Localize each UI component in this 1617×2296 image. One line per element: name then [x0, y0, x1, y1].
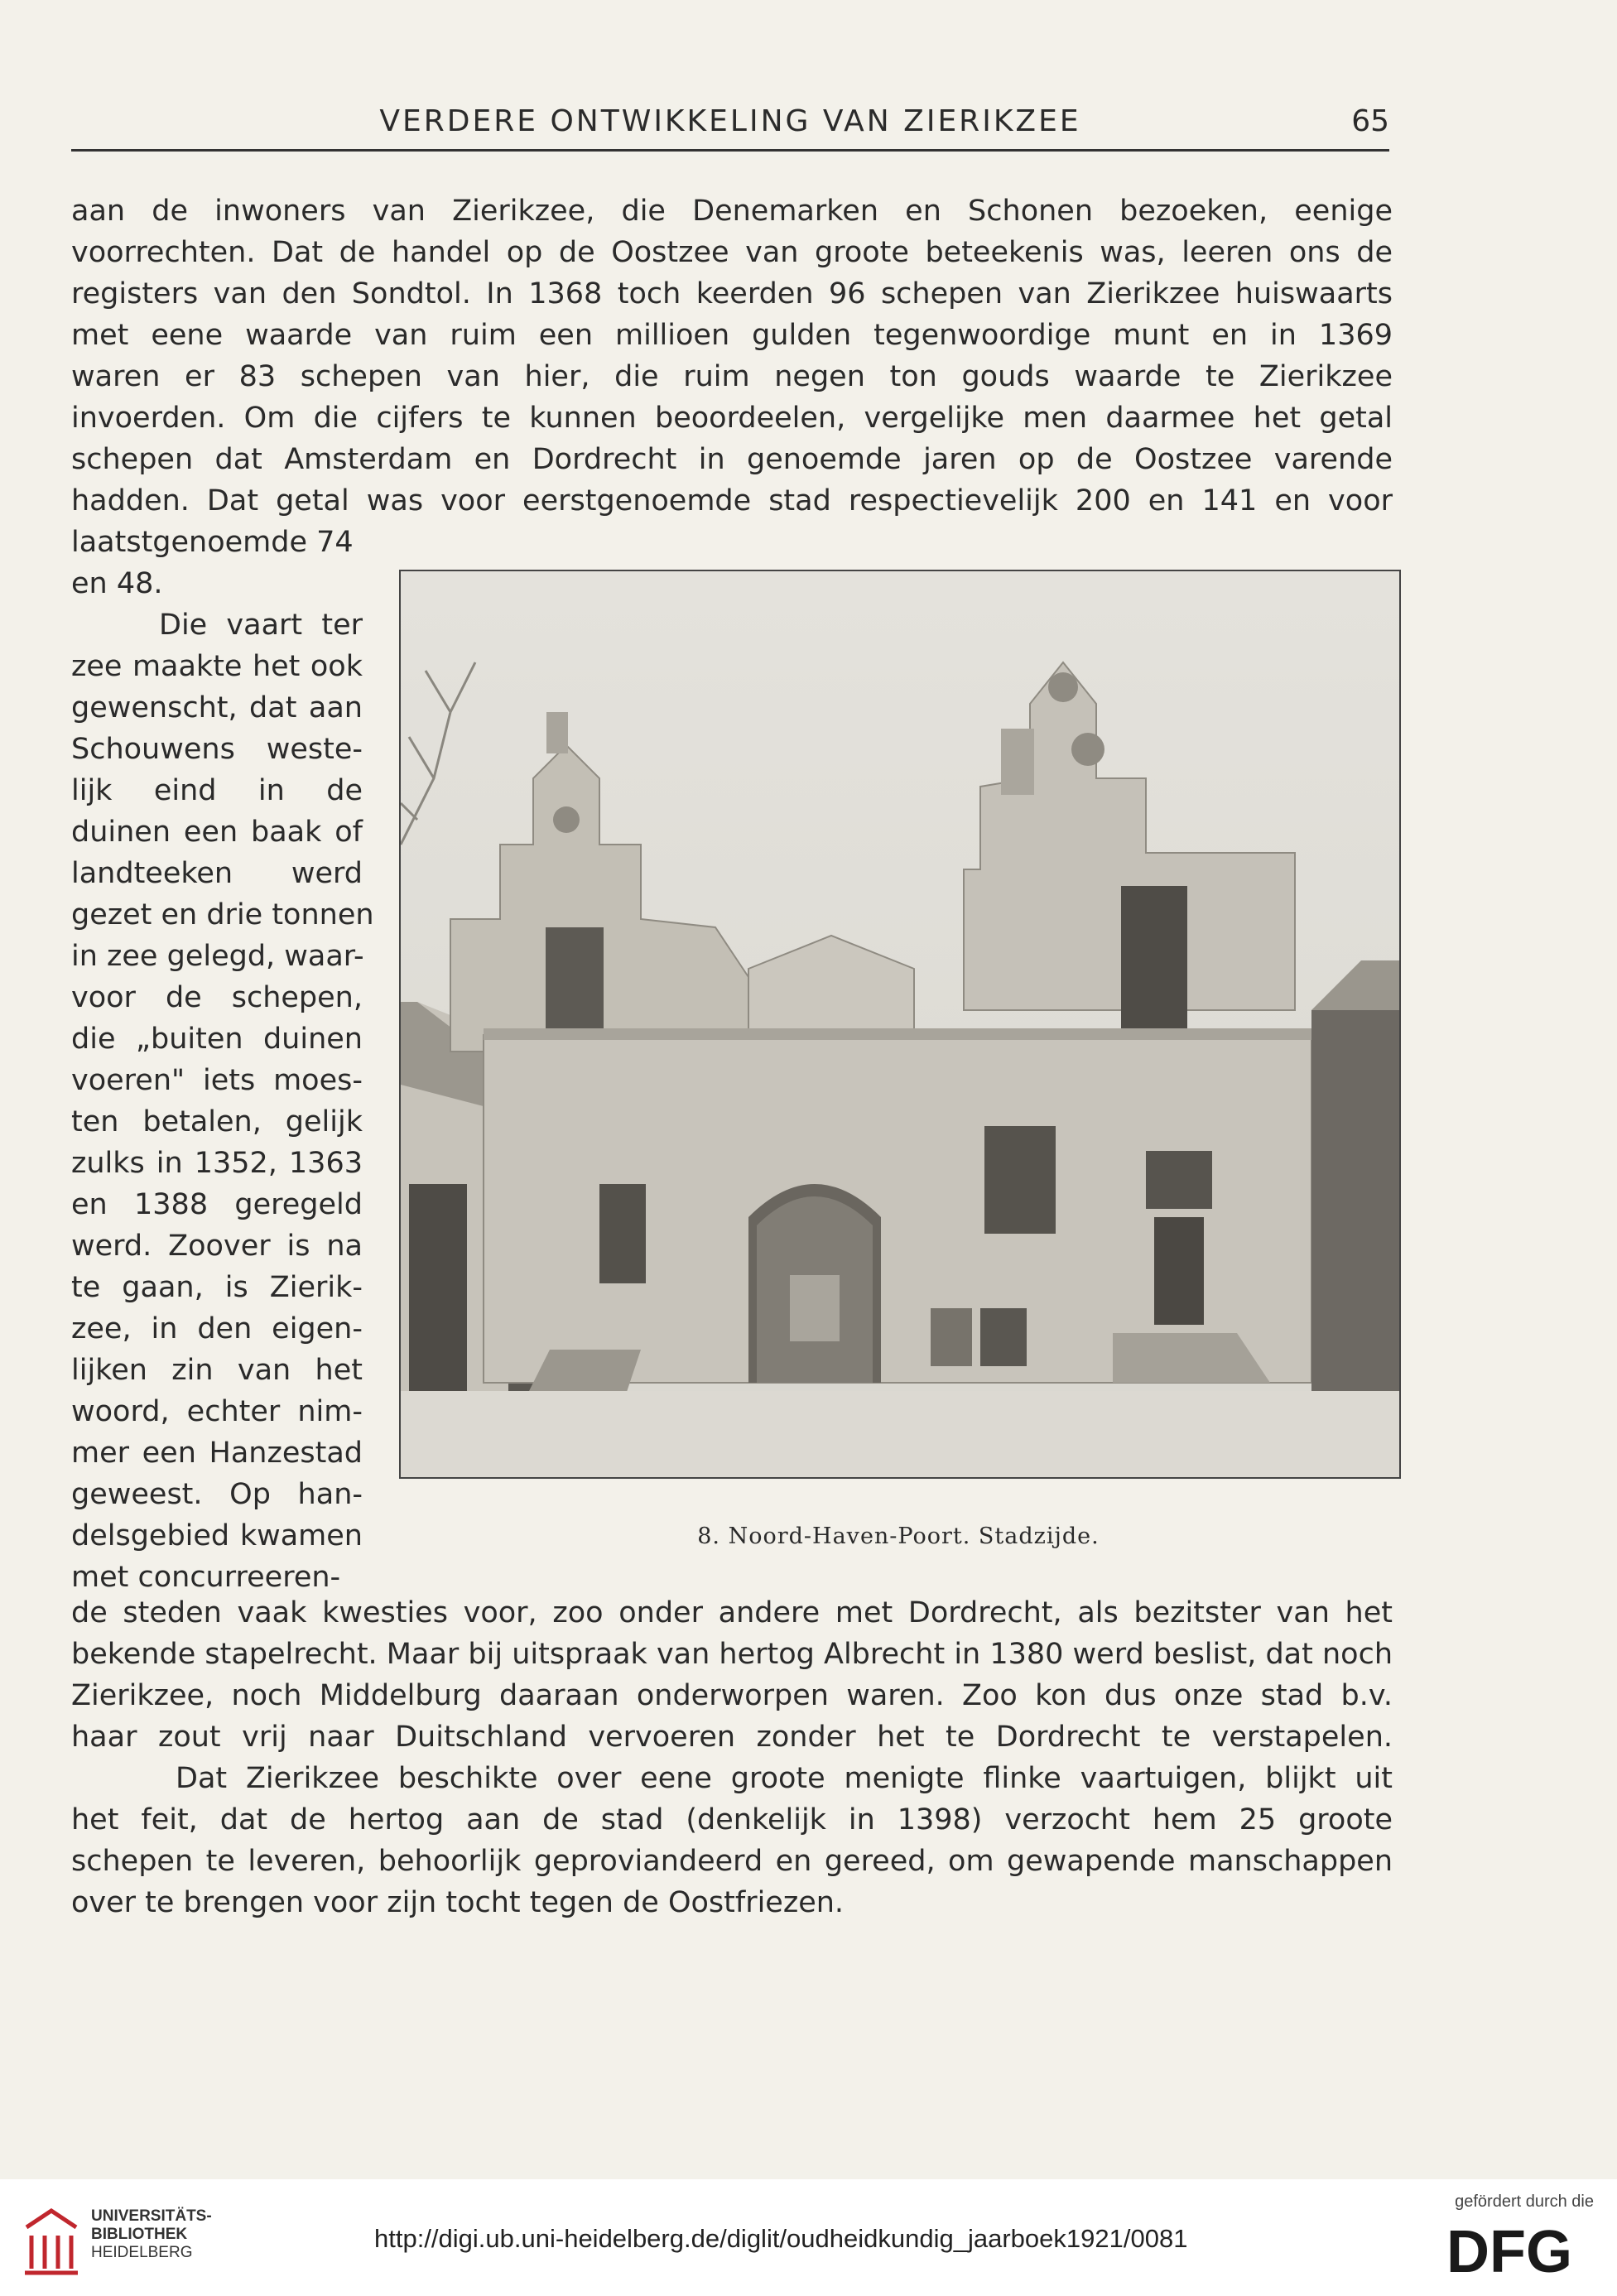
paragraph-bottom [71, 1592, 1393, 1923]
university-library-logo-icon [18, 2202, 84, 2277]
text-line: invoerden. Om die cijfers te kunnen beoordeelen, vergelijke men daarmee het getal [71, 402, 1393, 435]
text-line: ten betalen, gelijk [71, 1105, 363, 1138]
text-line: Schouwens weste- [71, 733, 363, 766]
text-line: waren er 83 schepen van hier, die ruim negen ton gouds waarde te Zierikzee [71, 360, 1393, 393]
text-line: zulks in 1352, 1363 [71, 1147, 363, 1180]
text-line: met eene waarde van ruim een millioen gulden tegenwoordige munt en in 1369 [71, 319, 1393, 352]
text-line: bekende stapelrecht. Maar bij uitspraak van hertog Albrecht in 1380 werd beslist, dat noch [71, 1638, 1393, 1671]
digitization-footer [0, 2179, 1617, 2296]
text-line: de steden vaak kwesties voor, zoo onder andere met Dordrecht, als bezitster van het [71, 1596, 1393, 1629]
paragraph-top [71, 190, 1393, 522]
gate-building-illustration [401, 571, 1399, 1477]
figure-caption: 8. Noord-Haven-Poort. Stadzijde. [697, 1523, 1100, 1549]
text-line: voorrechten. Dat de handel op de Oostzee van groote beteekenis was, leeren ons de [71, 236, 1393, 269]
text-line: en 48. [71, 567, 163, 600]
text-line: registers van den Sondtol. In 1368 toch keerden 96 schepen van Zierikzee huiswaarts [71, 277, 1393, 310]
text-line: voor de schepen, [71, 981, 363, 1014]
text-line: zee, in den eigen- [71, 1312, 363, 1345]
text-line: haar zout vrij naar Duitschland vervoeren zonder het te Dordrecht te verstapelen. [71, 1721, 1393, 1754]
text-line: schepen te leveren, behoorlijk geproviandeerd en gereed, om gewapende manschappen [71, 1845, 1393, 1878]
text-line: schepen dat Amsterdam en Dordrecht in genoemde jaren op de Oostzee varende [71, 443, 1393, 476]
text-line: laatstgenoemde 74 [71, 526, 354, 559]
text-line: voeren" iets moes- [71, 1064, 363, 1097]
text-line: te gaan, is Zierik- [71, 1271, 363, 1304]
svg-text:DFG: DFG [1446, 2219, 1572, 2282]
text-line: gewenscht, dat aan [71, 691, 363, 724]
text-line: aan de inwoners van Zierikzee, die Denemarken en Schonen bezoeken, eenige [71, 195, 1393, 228]
text-line: woord, echter nim- [71, 1395, 363, 1428]
text-line: Zierikzee, noch Middelburg daaraan onderworpen waren. Zoo kon dus onze stad b.v. [71, 1679, 1393, 1712]
page-number: 65 [1351, 104, 1389, 138]
text-line: lijken zin van het [71, 1354, 363, 1387]
text-line: geweest. Op han- [71, 1478, 363, 1511]
text-line: zee maakte het ook [71, 650, 363, 683]
text-line: Die vaart ter [159, 609, 363, 642]
text-line: over te brengen voor zijn tocht tegen de Oostfriezen. [71, 1886, 845, 1919]
paragraph-left-column [71, 522, 374, 1598]
text-line: met concurreeren- [71, 1561, 341, 1594]
text-line: en 1388 geregeld [71, 1188, 363, 1221]
text-line: duinen een baak of [71, 816, 363, 849]
text-line: hadden. Dat getal was voor eerstgenoemde stad respectievelijk 200 en 141 en voor [71, 484, 1393, 517]
text-line: mer een Hanzestad [71, 1437, 363, 1470]
permalink-url[interactable]: http://digi.ub.uni-heidelberg.de/diglit/oudheidkundig_jaarboek1921/0081 [374, 2224, 1188, 2253]
text-line: in zee gelegd, waar- [71, 940, 364, 973]
text-line: Dat Zierikzee beschikte over eene groote menigte flinke vaartuigen, blijkt uit [176, 1762, 1393, 1795]
text-line: het feit, dat de hertog aan de stad (denkelijk in 1398) verzocht hem 25 groote [71, 1803, 1393, 1836]
text-line: gezet en drie tonnen [71, 898, 374, 931]
library-name: UNIVERSITÄTS- BIBLIOTHEK HEIDELBERG [91, 2207, 212, 2261]
header-rule [71, 149, 1389, 152]
text-line: werd. Zoover is na [71, 1230, 363, 1263]
text-line: die „buiten duinen [71, 1023, 363, 1056]
text-line: lijk eind in de [71, 774, 363, 807]
funding-note: gefördert durch die [1455, 2193, 1594, 2211]
running-title: VERDERE ONTWIKKELING VAN ZIERIKZEE [379, 104, 1081, 138]
text-line: landteeken werd [71, 857, 363, 890]
text-line: delsgebied kwamen [71, 1519, 363, 1552]
running-header [71, 99, 1389, 152]
photo-noord-haven-poort [399, 570, 1401, 1479]
dfg-logo-icon [1427, 2216, 1592, 2282]
